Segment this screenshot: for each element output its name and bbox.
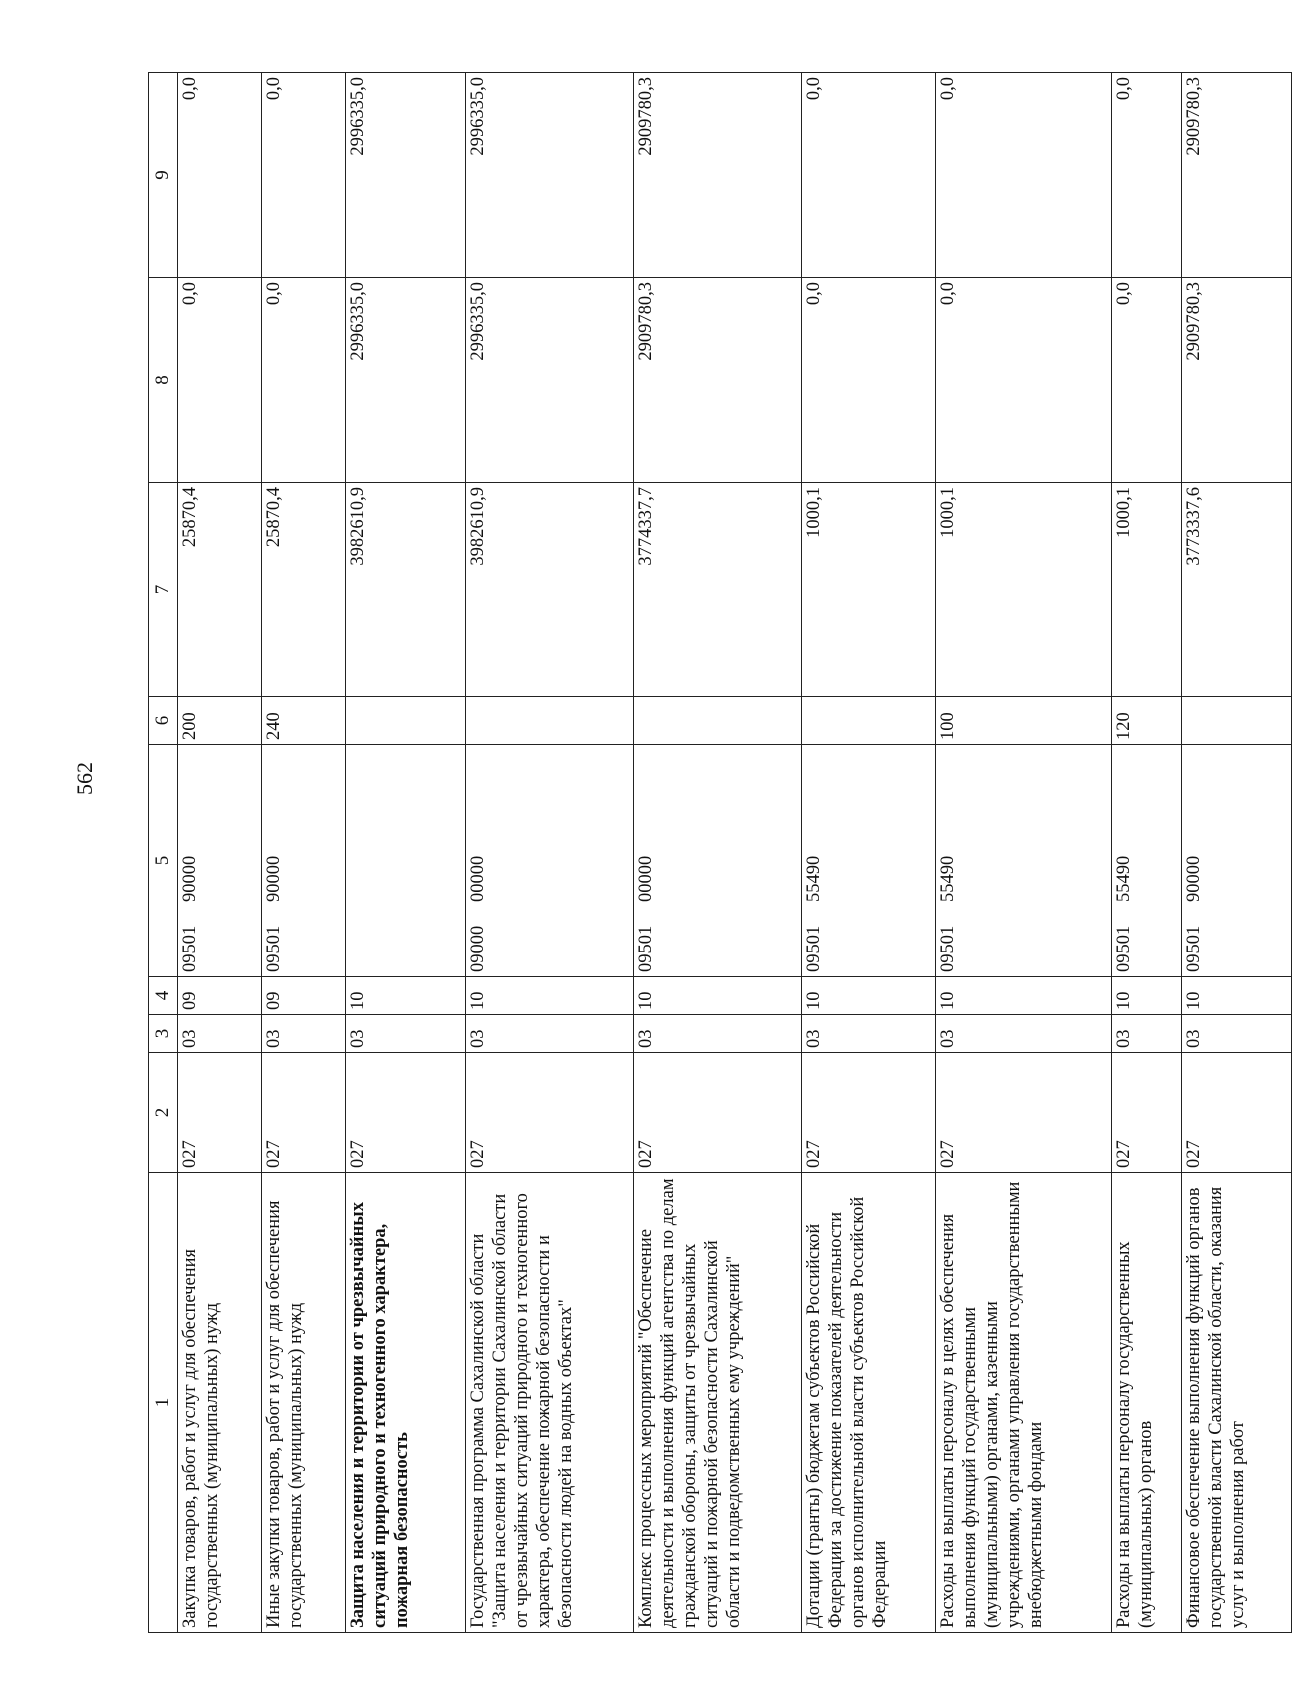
- target-article-direction-code: 90000: [264, 855, 284, 902]
- header-cell: 3: [149, 1015, 178, 1053]
- target-article-direction-code: 55490: [804, 855, 824, 902]
- row-name-cell: Комплекс процессных мероприятий "Обеспечение деятельности и выполнения функций агентства по делам гражданской обороны, защиты от чрезвычайных ситуаций и пожарной безопасности Сахалинской области и подведомственных ему учреждений": [634, 1173, 802, 1633]
- amount-year1-cell: 3774337,7: [634, 483, 802, 697]
- section-code-cell: 03: [346, 1015, 466, 1053]
- target-article-direction-code: 00000: [636, 855, 656, 902]
- row-name-cell: Расходы на выплаты персоналу в целях обеспечения выполнения функций государственными (муниципальными) органами, казенными учреждениями, органами управления государственными внебюджетными фондами: [936, 1173, 1112, 1633]
- expense-type-cell: [466, 697, 634, 745]
- expense-type-cell: 120: [1112, 697, 1182, 745]
- target-article-direction-code: 55490: [1114, 855, 1134, 902]
- grbs-code-cell: 027: [262, 1053, 346, 1173]
- table-row: [1182, 73, 1292, 1633]
- expense-type-cell: 100: [936, 697, 1112, 745]
- amount-year1-cell: 1000,1: [802, 483, 936, 697]
- target-article-cell: [346, 745, 466, 977]
- expense-type-cell: [802, 697, 936, 745]
- amount-year1-cell: 3982610,9: [346, 483, 466, 697]
- row-name-cell: Государственная программа Сахалинской области "Защита населения и территории Сахалинской области от чрезвычайных ситуаций природного и техногенного характера, обеспечение пожарной безопасности и безопасности людей на водных объектах": [466, 1173, 634, 1633]
- amount-year3-cell: 0,0: [178, 73, 262, 278]
- grbs-code-cell: 027: [936, 1053, 1112, 1173]
- subsection-code-cell: 10: [346, 977, 466, 1015]
- subsection-code-cell: 10: [466, 977, 634, 1015]
- target-article-direction-code: 90000: [1184, 855, 1204, 902]
- section-code-cell: 03: [1112, 1015, 1182, 1053]
- expense-type-cell: [1182, 697, 1292, 745]
- target-article-program-code: 09501: [1184, 925, 1204, 972]
- amount-year2-cell: 2909780,3: [1182, 278, 1292, 483]
- amount-year3-cell: 0,0: [936, 73, 1112, 278]
- table-row: [262, 73, 346, 1633]
- table-row: [178, 73, 262, 1633]
- target-article-direction-code: 55490: [938, 855, 958, 902]
- amount-year3-cell: 2909780,3: [1182, 73, 1292, 278]
- section-code-cell: 03: [466, 1015, 634, 1053]
- target-article-cell: [1182, 745, 1292, 977]
- amount-year3-cell: 0,0: [802, 73, 936, 278]
- grbs-code-cell: 027: [346, 1053, 466, 1173]
- row-name-cell: Финансовое обеспечение выполнения функций органов государственной власти Сахалинской области, оказания услуг и выполнения работ: [1182, 1173, 1292, 1633]
- table-row: [1112, 73, 1182, 1633]
- target-article-cell: [1112, 745, 1182, 977]
- target-article-cell: [802, 745, 936, 977]
- target-article-cell: [634, 745, 802, 977]
- page-number: 562: [72, 762, 97, 795]
- header-cell: 4: [149, 977, 178, 1015]
- target-article-program-code: 09501: [180, 925, 200, 972]
- section-code-cell: 03: [802, 1015, 936, 1053]
- header-cell: 9: [149, 73, 178, 278]
- target-article-cell: [936, 745, 1112, 977]
- target-article-program-code: 09501: [264, 925, 284, 972]
- target-article-direction-code: 90000: [180, 855, 200, 902]
- amount-year2-cell: 0,0: [262, 278, 346, 483]
- header-row: [149, 73, 178, 1633]
- target-article-program-code: 09501: [636, 925, 656, 972]
- target-article-direction-code: 00000: [468, 855, 488, 902]
- header-cell: 1: [149, 1173, 178, 1633]
- expense-type-cell: [346, 697, 466, 745]
- grbs-code-cell: 027: [634, 1053, 802, 1173]
- amount-year2-cell: 0,0: [178, 278, 262, 483]
- table-row: [466, 73, 634, 1633]
- grbs-code-cell: 027: [802, 1053, 936, 1173]
- amount-year1-cell: 25870,4: [178, 483, 262, 697]
- subsection-code-cell: 09: [262, 977, 346, 1015]
- row-name-cell: Расходы на выплаты персоналу государственных (муниципальных) органов: [1112, 1173, 1182, 1633]
- amount-year2-cell: 0,0: [936, 278, 1112, 483]
- header-cell: 2: [149, 1053, 178, 1173]
- subsection-code-cell: 10: [802, 977, 936, 1015]
- target-article-cell: [466, 745, 634, 977]
- table-row: [634, 73, 802, 1633]
- grbs-code-cell: 027: [178, 1053, 262, 1173]
- amount-year2-cell: 2909780,3: [634, 278, 802, 483]
- amount-year1-cell: 3982610,9: [466, 483, 634, 697]
- grbs-code-cell: 027: [1112, 1053, 1182, 1173]
- table-row: [346, 73, 466, 1633]
- amount-year3-cell: 2996335,0: [346, 73, 466, 278]
- row-name-cell: Дотации (гранты) бюджетам субъектов Российской Федерации за достижение показателей деятельности органов исполнительной власти субъектов Российской Федерации: [802, 1173, 936, 1633]
- grbs-code-cell: 027: [466, 1053, 634, 1173]
- expense-type-cell: 200: [178, 697, 262, 745]
- section-code-cell: 03: [634, 1015, 802, 1053]
- amount-year1-cell: 25870,4: [262, 483, 346, 697]
- target-article-program-code: 09501: [804, 925, 824, 972]
- amount-year2-cell: 2996335,0: [346, 278, 466, 483]
- amount-year3-cell: 2996335,0: [466, 73, 634, 278]
- grbs-code-cell: 027: [1182, 1053, 1292, 1173]
- section-code-cell: 03: [1182, 1015, 1292, 1053]
- target-article-cell: [178, 745, 262, 977]
- header-cell: 7: [149, 483, 178, 697]
- header-cell: 6: [149, 697, 178, 745]
- amount-year2-cell: 0,0: [1112, 278, 1182, 483]
- target-article-program-code: 09501: [1114, 925, 1134, 972]
- subsection-code-cell: 10: [1182, 977, 1292, 1015]
- expense-type-cell: [634, 697, 802, 745]
- section-code-cell: 03: [262, 1015, 346, 1053]
- amount-year1-cell: 1000,1: [936, 483, 1112, 697]
- amount-year2-cell: 2996335,0: [466, 278, 634, 483]
- row-name-cell: Закупка товаров, работ и услуг для обеспечения государственных (муниципальных) нужд: [178, 1173, 262, 1633]
- target-article-program-code: 09000: [468, 925, 488, 972]
- section-code-cell: 03: [178, 1015, 262, 1053]
- header-cell: 8: [149, 278, 178, 483]
- header-cell: 5: [149, 745, 178, 977]
- amount-year1-cell: 1000,1: [1112, 483, 1182, 697]
- subsection-code-cell: 09: [178, 977, 262, 1015]
- expense-type-cell: 240: [262, 697, 346, 745]
- section-code-cell: 03: [936, 1015, 1112, 1053]
- amount-year3-cell: 0,0: [1112, 73, 1182, 278]
- amount-year3-cell: 2909780,3: [634, 73, 802, 278]
- rotated-table-container: [148, 73, 1248, 1633]
- row-name-cell: Иные закупки товаров, работ и услуг для обеспечения государственных (муниципальных) нужд: [262, 1173, 346, 1633]
- row-name-cell: Защита населения и территории от чрезвычайных ситуаций природного и техногенного характера, пожарная безопасность: [346, 1173, 466, 1633]
- subsection-code-cell: 10: [936, 977, 1112, 1015]
- budget-table: [148, 72, 1292, 1633]
- table-row: [936, 73, 1112, 1633]
- target-article-cell: [262, 745, 346, 977]
- table-row: [802, 73, 936, 1633]
- subsection-code-cell: 10: [634, 977, 802, 1015]
- target-article-program-code: 09501: [938, 925, 958, 972]
- amount-year1-cell: 3773337,6: [1182, 483, 1292, 697]
- amount-year3-cell: 0,0: [262, 73, 346, 278]
- subsection-code-cell: 10: [1112, 977, 1182, 1015]
- table-body: [149, 73, 1292, 1633]
- amount-year2-cell: 0,0: [802, 278, 936, 483]
